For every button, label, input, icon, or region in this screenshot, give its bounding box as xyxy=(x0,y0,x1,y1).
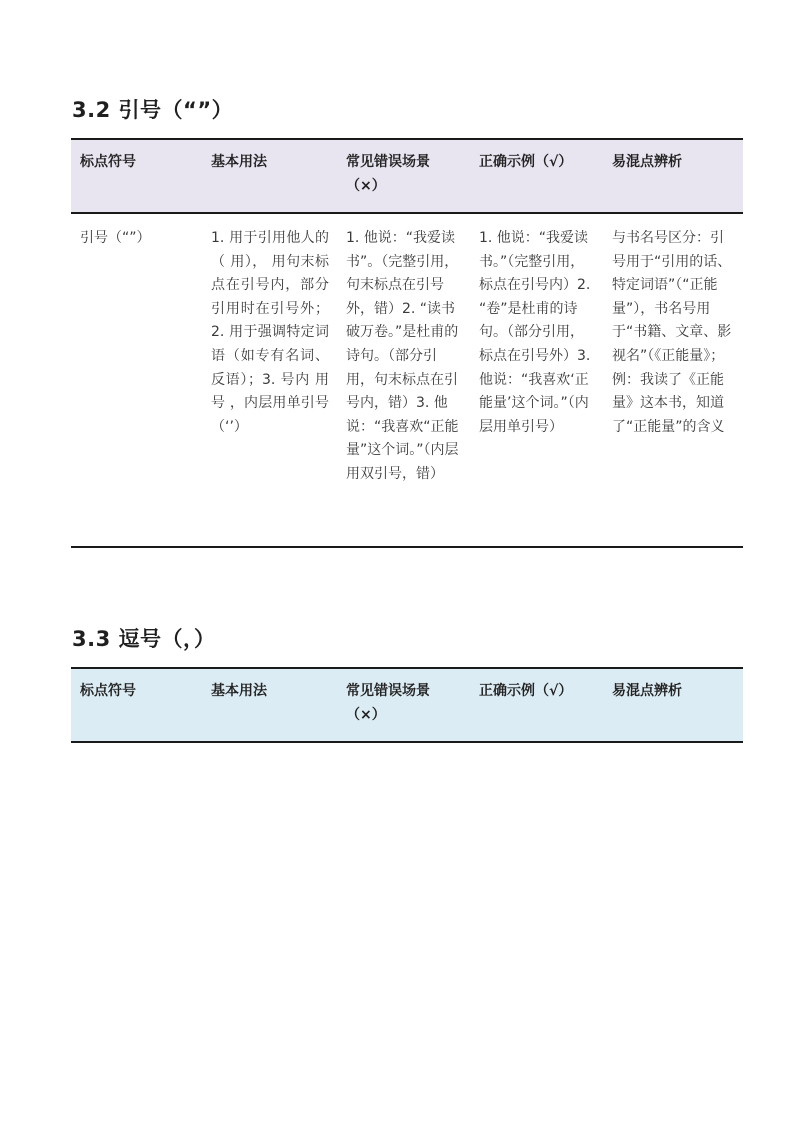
cell-confusion: 与书名号区分：引号用于“引用的话、特定词语”（“正能量”），书名号用于“书籍、文章、影视名”（《正能量》；例：我读了《正能量》这本书，知道了“正能量”的含义 xyxy=(612,230,732,435)
cell-usage: 1. 用于引用他人的 （ 用）， 用句末标点在引号内，部分引用时在引号外；2. 用于强调特定词语（如专有名词、反语）；3. 号内 用 号 ，内层用单引号（‘’） xyxy=(211,230,329,435)
header-correct: 正确示例（√） xyxy=(479,683,573,699)
table-row xyxy=(71,213,743,547)
cell-errors: 1. 他说：“我爱读书”。（完整引用，句末标点在引号外，错）2. “读书破万卷。”是杜甫的诗句。（部分引用，句末标点在引号内，错）3. 他说：“我喜欢“正能量”这个词。”（内层用双引号，错） xyxy=(346,230,459,482)
header-errors: 常见错误场景（×） xyxy=(346,154,430,194)
section-title-comma: 3.3 逗号（，） xyxy=(72,627,216,651)
cell-correct: 1. 他说：“我爱读书。”（完整引用，标点在引号内）2. “卷”是杜甫的诗句。（部分引用，标点在引号外）3. 他说：“我喜欢‘正能量’这个词。”（内层用单引号） xyxy=(479,230,591,435)
header-correct: 正确示例（√） xyxy=(479,154,573,170)
header-symbol: 标点符号 xyxy=(80,683,136,699)
header-usage: 基本用法 xyxy=(211,683,267,699)
cell-symbol: 引号（“”） xyxy=(80,230,151,246)
quotes-usage-table xyxy=(71,138,743,548)
header-usage: 基本用法 xyxy=(211,154,267,170)
section-title-quotes: 3.2 引号（“”） xyxy=(72,98,234,122)
header-confusion: 易混点辨析 xyxy=(612,683,682,699)
header-errors: 常见错误场景（×） xyxy=(346,683,430,723)
table-header-row xyxy=(71,139,743,213)
comma-usage-table xyxy=(71,667,743,743)
header-symbol: 标点符号 xyxy=(80,154,136,170)
header-confusion: 易混点辨析 xyxy=(612,154,682,170)
table-header-row xyxy=(71,668,743,742)
